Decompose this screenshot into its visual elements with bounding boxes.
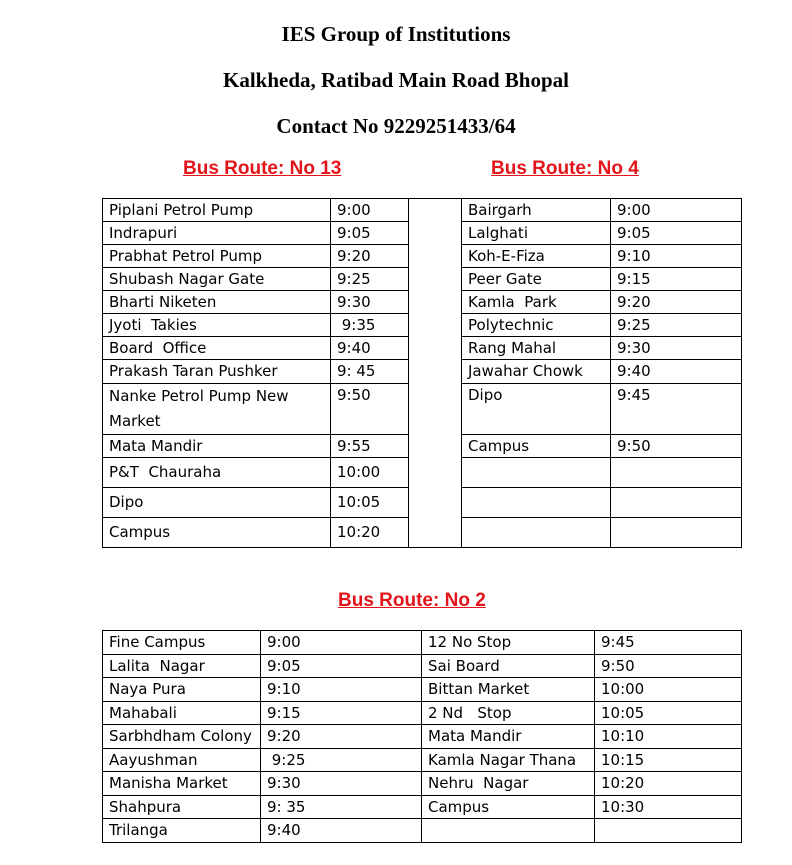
- route-2-time-cell: 9:45: [595, 631, 742, 655]
- route-4-time-cell: 9:40: [611, 360, 742, 384]
- route-2-stop-cell: 12 No Stop: [422, 631, 595, 655]
- route-2-stop-cell: Lalita Nagar: [103, 654, 261, 678]
- table-row: [103, 199, 742, 222]
- route-13-stop-cell: Dipo: [103, 488, 331, 518]
- route-2-time-cell: 10:20: [595, 772, 742, 796]
- route-4-time-cell: [611, 518, 742, 548]
- route-2-time-cell: [595, 819, 742, 843]
- institution-address: Kalkheda, Ratibad Main Road Bhopal: [222, 68, 569, 92]
- route-2-stop-cell: Fine Campus: [103, 631, 261, 655]
- route-13-stop-cell: P&T Chauraha: [103, 458, 331, 488]
- route-4-title: Bus Route: No 4: [491, 158, 639, 179]
- route-4-time-cell: 9:30: [611, 337, 742, 360]
- route-13-time-cell: 10:20: [331, 518, 409, 548]
- route-13-time-cell: 9: 45: [331, 360, 409, 384]
- route-2-table: [102, 630, 742, 843]
- route-13-time-cell: 9:55: [331, 435, 409, 458]
- route-13-time-cell: 9:25: [331, 268, 409, 291]
- route-13-time-cell: 9:30: [331, 291, 409, 314]
- route-2-stop-cell: Sai Board: [422, 654, 595, 678]
- route-2-time-cell: 10:30: [595, 795, 742, 819]
- route-2-stop-cell: Mahabali: [103, 701, 261, 725]
- route-2-time-cell: 9:30: [261, 772, 422, 796]
- routes-13-4-table: [102, 198, 742, 548]
- route-2-time-cell: 10:00: [595, 678, 742, 702]
- route-13-stop-cell: Prakash Taran Pushker: [103, 360, 331, 384]
- route-13-stop-cell: Mata Mandir: [103, 435, 331, 458]
- route-2-stop-cell: Kamla Nagar Thana: [422, 748, 595, 772]
- route-13-stop-cell: Piplani Petrol Pump: [103, 199, 331, 222]
- table-row: [103, 654, 742, 678]
- table-row: [103, 772, 742, 796]
- route-13-time-cell: 10:05: [331, 488, 409, 518]
- route-13-stop-cell: Nanke Petrol Pump New Market: [103, 384, 331, 435]
- route-13-time-cell: 9:35: [331, 314, 409, 337]
- route-4-stop-cell: [462, 488, 611, 518]
- route-13-time-cell: 10:00: [331, 458, 409, 488]
- route-2-stop-cell: Bittan Market: [422, 678, 595, 702]
- route-2-time-cell: 9:40: [261, 819, 422, 843]
- route-4-time-cell: 9:05: [611, 222, 742, 245]
- route-13-time-cell: 9:00: [331, 199, 409, 222]
- route-13-title: Bus Route: No 13: [183, 158, 342, 179]
- route-2-time-cell: 9:00: [261, 631, 422, 655]
- table-row: [103, 795, 742, 819]
- route-4-stop-cell: Lalghati: [462, 222, 611, 245]
- route-4-stop-cell: Bairgarh: [462, 199, 611, 222]
- route-2-time-cell: 9:10: [261, 678, 422, 702]
- table-row: [103, 701, 742, 725]
- route-13-time-cell: 9:40: [331, 337, 409, 360]
- route-2-time-cell: 9: 35: [261, 795, 422, 819]
- route-2-stop-cell: Shahpura: [103, 795, 261, 819]
- route-2-stop-cell: Trilanga: [103, 819, 261, 843]
- route-4-time-cell: 9:50: [611, 435, 742, 458]
- route-4-time-cell: 9:45: [611, 384, 742, 435]
- route-2-stop-cell: Mata Mandir: [422, 725, 595, 749]
- route-4-stop-cell: Rang Mahal: [462, 337, 611, 360]
- route-2-stop-cell: Nehru Nagar: [422, 772, 595, 796]
- contact-number: Contact No 9229251433/64: [276, 114, 516, 138]
- route-4-stop-cell: Kamla Park: [462, 291, 611, 314]
- route-4-stop-cell: [462, 518, 611, 548]
- route-4-stop-cell: Koh-E-Fiza: [462, 245, 611, 268]
- table-row: [103, 819, 742, 843]
- route-13-time-cell: 9:50: [331, 384, 409, 435]
- route-4-stop-cell: Polytechnic: [462, 314, 611, 337]
- route-4-stop-cell: Campus: [462, 435, 611, 458]
- route-2-time-cell: 10:10: [595, 725, 742, 749]
- route-13-stop-cell: Indrapuri: [103, 222, 331, 245]
- route-2-stop-cell: Naya Pura: [103, 678, 261, 702]
- route-2-stop-cell: Manisha Market: [103, 772, 261, 796]
- route-4-time-cell: 9:00: [611, 199, 742, 222]
- route-4-time-cell: [611, 488, 742, 518]
- route-13-stop-cell: Bharti Niketen: [103, 291, 331, 314]
- route-2-title: Bus Route: No 2: [338, 590, 486, 611]
- route-4-time-cell: 9:10: [611, 245, 742, 268]
- table-row: [103, 748, 742, 772]
- route-4-time-cell: [611, 458, 742, 488]
- route-13-stop-cell: Prabhat Petrol Pump: [103, 245, 331, 268]
- route-2-time-cell: 10:05: [595, 701, 742, 725]
- table-spacer-cell: [409, 199, 462, 548]
- route-4-stop-cell: Peer Gate: [462, 268, 611, 291]
- route-2-stop-cell: Campus: [422, 795, 595, 819]
- route-2-time-cell: 9:05: [261, 654, 422, 678]
- table-row: [103, 631, 742, 655]
- route-2-time-cell: 9:20: [261, 725, 422, 749]
- route-2-stop-cell: [422, 819, 595, 843]
- route-13-stop-cell: Shubash Nagar Gate: [103, 268, 331, 291]
- route-4-time-cell: 9:15: [611, 268, 742, 291]
- route-4-stop-cell: [462, 458, 611, 488]
- route-13-stop-cell: Board Office: [103, 337, 331, 360]
- route-13-stop-cell: Campus: [103, 518, 331, 548]
- route-2-stop-cell: Sarbhdham Colony: [103, 725, 261, 749]
- route-4-stop-cell: Dipo: [462, 384, 611, 435]
- institution-name: IES Group of Institutions: [281, 22, 511, 46]
- route-4-time-cell: 9:20: [611, 291, 742, 314]
- route-2-time-cell: 9:15: [261, 701, 422, 725]
- route-2-stop-cell: 2 Nd Stop: [422, 701, 595, 725]
- table-row: [103, 678, 742, 702]
- route-4-stop-cell: Jawahar Chowk: [462, 360, 611, 384]
- route-13-time-cell: 9:20: [331, 245, 409, 268]
- route-4-time-cell: 9:25: [611, 314, 742, 337]
- route-2-time-cell: 9:25: [261, 748, 422, 772]
- table-row: [103, 725, 742, 749]
- route-13-stop-cell: Jyoti Takies: [103, 314, 331, 337]
- route-13-time-cell: 9:05: [331, 222, 409, 245]
- route-2-time-cell: 9:50: [595, 654, 742, 678]
- route-2-stop-cell: Aayushman: [103, 748, 261, 772]
- route-2-time-cell: 10:15: [595, 748, 742, 772]
